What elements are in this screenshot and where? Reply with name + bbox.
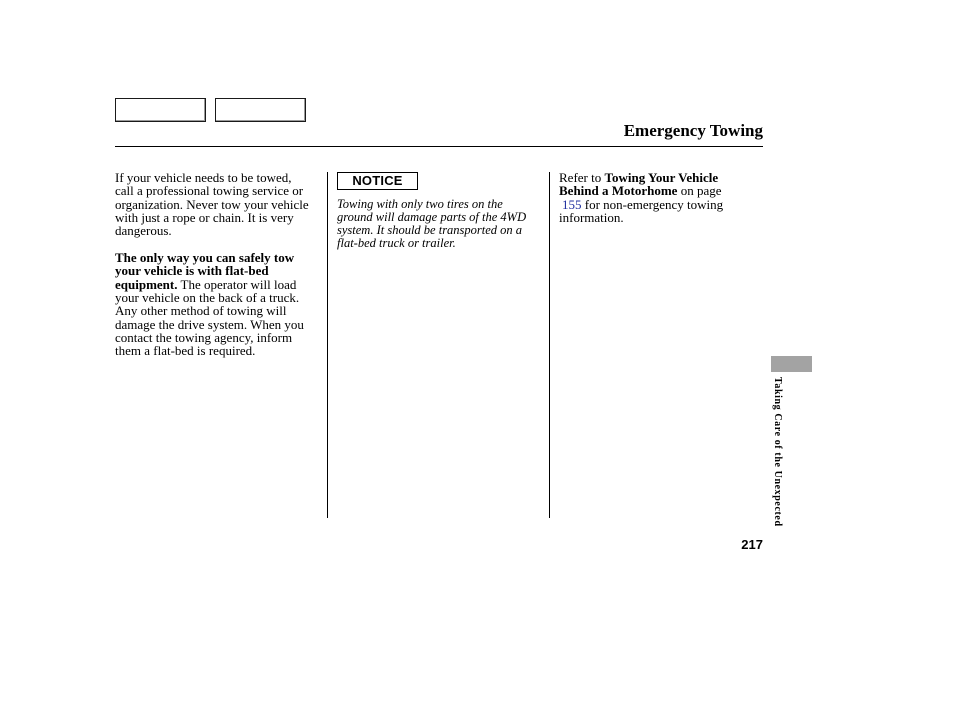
notice-label: NOTICE bbox=[337, 172, 418, 190]
text-line bbox=[559, 171, 723, 184]
reference-title-run: Towing Your Vehicle bbox=[604, 170, 719, 185]
page-title: Emergency Towing bbox=[623, 121, 763, 140]
bold-text-run: equipment. bbox=[115, 276, 178, 292]
left-paragraph-1 bbox=[115, 171, 309, 238]
section-tab[interactable] bbox=[771, 356, 812, 372]
notice-line: ground will damage parts of the 4WD bbox=[337, 210, 527, 224]
nav-button-left[interactable] bbox=[115, 98, 206, 122]
text-line bbox=[559, 198, 723, 211]
text-line: with just a rope or chain. It is very bbox=[115, 210, 294, 226]
text-line: If your vehicle needs to be towed, bbox=[115, 170, 292, 185]
text-line: dangerous. bbox=[115, 223, 172, 239]
notice-line: system. It should be transported on a bbox=[337, 223, 523, 237]
nav-button-right[interactable] bbox=[215, 98, 306, 122]
text-line bbox=[559, 184, 723, 197]
page-number: 217 bbox=[741, 537, 763, 552]
text-line: organization. Never tow your vehicle bbox=[115, 196, 309, 212]
text-run: The operator will load bbox=[177, 276, 297, 292]
right-column bbox=[559, 171, 723, 224]
bold-text-line: The only way you can safely tow bbox=[115, 250, 295, 266]
left-paragraph-2 bbox=[115, 251, 309, 358]
column-divider-right bbox=[549, 172, 550, 518]
text-line: Any other method of towing will bbox=[115, 303, 287, 319]
text-run: on page bbox=[677, 183, 722, 199]
text-line bbox=[115, 278, 309, 291]
text-run: for non-emergency towing bbox=[581, 196, 724, 212]
text-line: damage the drive system. When you bbox=[115, 316, 304, 332]
text-run: Refer to bbox=[559, 170, 605, 185]
text-line: them a flat-bed is required. bbox=[115, 343, 256, 359]
text-line: information. bbox=[559, 210, 624, 226]
column-divider-left bbox=[327, 172, 328, 518]
text-line: call a professional towing service or bbox=[115, 183, 304, 199]
page-reference-link[interactable]: 155 bbox=[562, 196, 582, 212]
title-rule bbox=[115, 146, 763, 147]
bold-text-line: your vehicle is with flat-bed bbox=[115, 263, 269, 279]
reference-title-run: Behind a Motorhome bbox=[559, 183, 678, 199]
refer-paragraph bbox=[559, 171, 723, 224]
section-label: Taking Care of the Unexpected bbox=[772, 377, 783, 527]
notice-line: Towing with only two tires on the bbox=[337, 197, 503, 211]
text-line: your vehicle on the back of a truck. bbox=[115, 290, 300, 306]
notice-line: flat-bed truck or trailer. bbox=[337, 236, 456, 250]
left-column bbox=[115, 171, 309, 358]
notice-text bbox=[337, 198, 526, 250]
text-line: contact the towing agency, inform bbox=[115, 330, 293, 346]
